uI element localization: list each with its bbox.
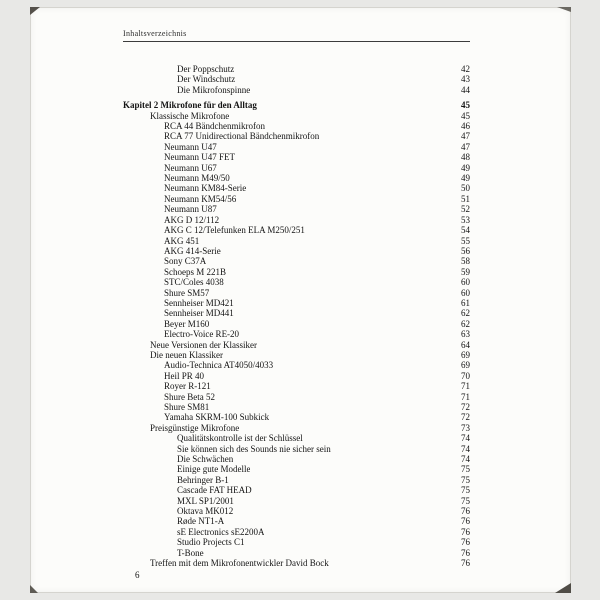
toc-entry-page: 74 xyxy=(461,443,470,454)
toc-entry-label: AKG D 12/112 xyxy=(164,214,220,225)
toc-entry-page: 60 xyxy=(461,287,470,298)
toc-entry xyxy=(123,142,470,152)
toc-entry xyxy=(123,85,470,95)
toc-entry xyxy=(123,64,470,74)
toc-entry xyxy=(123,194,470,204)
toc-entry-page: 76 xyxy=(461,516,470,527)
toc-entry xyxy=(123,215,470,225)
toc-entry-label: MXL SP1/2001 xyxy=(177,495,234,506)
toc-entry-label: Die Schwächen xyxy=(177,454,234,465)
toc-entry-label: RCA 44 Bändchenmikrofon xyxy=(164,121,265,132)
toc-entry-label: Røde NT1-A xyxy=(177,516,225,527)
toc-entry-page: 60 xyxy=(461,277,470,288)
toc-entry-label: Studio Projects C1 xyxy=(177,537,245,548)
toc-entry-page: 72 xyxy=(461,402,470,412)
scan-artifact-bottom-left xyxy=(30,585,38,593)
toc-entry-label: Audio-Technica AT4050/4033 xyxy=(164,360,274,371)
toc-entry xyxy=(123,74,470,84)
toc-entry-page: 76 xyxy=(461,547,470,558)
toc-entry-label: Sony C37A xyxy=(164,256,207,267)
toc-entry-page: 56 xyxy=(461,245,470,256)
page-number: 6 xyxy=(135,570,140,580)
toc-entry-label: Preisgünstige Mikrofone xyxy=(150,422,240,433)
toc-entry xyxy=(123,475,470,485)
toc-entry xyxy=(123,163,470,173)
toc-entry xyxy=(123,423,470,433)
toc-entry-page: 76 xyxy=(461,537,470,548)
toc-entry-label: Der Poppschutz xyxy=(177,64,235,74)
toc-entry-label: STC/Coles 4038 xyxy=(164,277,224,288)
toc-entry-page: 76 xyxy=(461,506,470,517)
toc-entry-label: AKG 414-Serie xyxy=(164,245,221,256)
running-header: Inhaltsverzeichnis xyxy=(123,29,187,38)
toc-entry-label: sE Electronics sE2200A xyxy=(177,526,265,537)
toc-entry-label: Sie können sich des Sounds nie sicher sein xyxy=(177,443,331,454)
toc-entry-label: AKG 451 xyxy=(164,235,200,246)
toc-entry-label: T-Bone xyxy=(177,547,204,558)
toc-entry-page: 49 xyxy=(461,173,470,184)
toc-entry-page: 54 xyxy=(461,225,470,236)
toc-entry xyxy=(123,496,470,506)
toc-entry xyxy=(123,329,470,339)
toc-entry-label: Neumann KM84-Serie xyxy=(164,183,247,194)
toc-entry xyxy=(123,548,470,558)
toc-entry-label: Einige gute Modelle xyxy=(177,464,251,475)
toc-entry xyxy=(123,506,470,516)
toc-entry-page: 47 xyxy=(461,141,470,152)
toc-entry xyxy=(123,371,470,381)
scan-artifact-top-right xyxy=(557,7,571,12)
toc-entry-label: Shure SM81 xyxy=(164,402,210,412)
toc-entry-label: Electro-Voice RE-20 xyxy=(164,329,240,340)
toc-entry-page: 48 xyxy=(461,152,470,163)
toc-entry-page: 52 xyxy=(461,204,470,215)
toc-entry xyxy=(123,100,470,110)
toc-entry xyxy=(123,350,470,360)
toc-entry-page: 73 xyxy=(461,422,470,433)
toc-entry-label: Neumann M49/50 xyxy=(164,173,230,184)
toc-entry-page: 55 xyxy=(461,235,470,246)
toc-entry xyxy=(123,485,470,495)
toc-entry xyxy=(123,267,470,277)
scan-artifact-top-left xyxy=(30,7,40,15)
toc-entry xyxy=(123,527,470,537)
toc-entry-page: 63 xyxy=(461,329,470,340)
toc-entry xyxy=(123,402,470,412)
toc-entry xyxy=(123,204,470,214)
toc-entry-label: Kapitel 2 Mikrofone für den Alltag xyxy=(123,100,257,111)
toc-entry-label: Royer R-121 xyxy=(164,381,211,392)
toc-entry xyxy=(123,288,470,298)
toc-entry xyxy=(123,340,470,350)
toc-entry-label: Beyer M160 xyxy=(164,318,210,329)
toc-entry-label: Schoeps M 221B xyxy=(164,266,227,277)
toc-entry xyxy=(123,360,470,370)
toc-entry-page: 42 xyxy=(461,64,470,74)
toc-entry-page: 45 xyxy=(461,100,470,111)
table-of-contents xyxy=(123,64,470,569)
toc-entry xyxy=(123,111,470,121)
toc-entry xyxy=(123,392,470,402)
header-rule xyxy=(123,41,470,42)
toc-entry-page: 72 xyxy=(461,412,470,423)
toc-entry-label: Behringer B-1 xyxy=(177,474,229,485)
toc-entry-label: Heil PR 40 xyxy=(164,370,205,381)
toc-entry-label: Cascade FAT HEAD xyxy=(177,485,252,496)
toc-entry-page: 44 xyxy=(461,84,470,95)
toc-entry-label: Die neuen Klassiker xyxy=(150,349,223,360)
toc-entry xyxy=(123,433,470,443)
toc-entry-label: Sennheiser MD441 xyxy=(164,308,234,319)
toc-entry-page: 45 xyxy=(461,110,470,121)
toc-entry xyxy=(123,131,470,141)
toc-entry-label: Der Windschutz xyxy=(177,74,236,85)
toc-entry xyxy=(123,308,470,318)
toc-entry-page: 70 xyxy=(461,370,470,381)
toc-entry xyxy=(123,464,470,474)
toc-entry-label: Die Mikrofonspinne xyxy=(177,84,251,95)
toc-entry-page: 71 xyxy=(461,381,470,392)
toc-entry-page: 64 xyxy=(461,339,470,350)
toc-entry-label: Neumann U67 xyxy=(164,162,217,173)
book-page xyxy=(30,7,571,593)
toc-entry-label: AKG C 12/Telefunken ELA M250/251 xyxy=(164,225,305,236)
toc-entry-page: 69 xyxy=(461,349,470,360)
toc-entry xyxy=(123,558,470,568)
toc-entry xyxy=(123,454,470,464)
toc-entry-page: 46 xyxy=(461,121,470,132)
toc-entry-page: 71 xyxy=(461,391,470,402)
toc-entry-page: 75 xyxy=(461,464,470,475)
toc-entry-page: 76 xyxy=(461,558,470,569)
toc-entry-label: Shure SM57 xyxy=(164,287,210,298)
toc-entry-label: Neumann U87 xyxy=(164,204,217,215)
toc-entry-page: 74 xyxy=(461,454,470,465)
toc-entry-label: Neue Versionen der Klassiker xyxy=(150,339,258,350)
toc-entry xyxy=(123,236,470,246)
toc-entry xyxy=(123,121,470,131)
toc-entry-label: Neumann U47 xyxy=(164,141,217,152)
toc-entry xyxy=(123,319,470,329)
toc-entry-page: 50 xyxy=(461,183,470,194)
toc-entry-label: RCA 77 Unidirectional Bändchenmikrofon xyxy=(164,131,320,142)
toc-entry-page: 61 xyxy=(461,297,470,308)
toc-entry-label: Klassische Mikrofone xyxy=(150,110,230,121)
toc-entry xyxy=(123,256,470,266)
toc-entry xyxy=(123,444,470,454)
toc-entry xyxy=(123,298,470,308)
toc-entry xyxy=(123,225,470,235)
toc-entry xyxy=(123,277,470,287)
toc-entry-page: 47 xyxy=(461,131,470,142)
toc-entry xyxy=(123,152,470,162)
toc-entry-page: 51 xyxy=(461,193,470,204)
toc-entry-label: Neumann U47 FET xyxy=(164,152,235,163)
scan-artifact-bottom-right xyxy=(555,583,571,593)
toc-entry-label: Oktava MK012 xyxy=(177,506,234,517)
toc-entry-page: 59 xyxy=(461,266,470,277)
toc-entry xyxy=(123,412,470,422)
toc-entry xyxy=(123,537,470,547)
toc-entry-page: 75 xyxy=(461,474,470,485)
toc-entry-page: 62 xyxy=(461,318,470,329)
toc-entry-label: Yamaha SKRM-100 Subkick xyxy=(164,412,270,423)
toc-entry-page: 49 xyxy=(461,162,470,173)
toc-entry xyxy=(123,173,470,183)
toc-entry-label: Neumann KM54/56 xyxy=(164,193,237,204)
toc-entry xyxy=(123,381,470,391)
toc-entry-label: Treffen mit dem Mikrofonentwickler David Bock xyxy=(150,558,329,569)
toc-entry-label: Shure Beta 52 xyxy=(164,391,215,402)
toc-entry-page: 75 xyxy=(461,485,470,496)
toc-entry xyxy=(123,183,470,193)
toc-entry-label: Qualitätskontrolle ist der Schlüssel xyxy=(177,433,303,444)
toc-entry xyxy=(123,246,470,256)
toc-entry-page: 43 xyxy=(461,74,470,85)
toc-entry-page: 62 xyxy=(461,308,470,319)
toc-entry xyxy=(123,516,470,526)
toc-entry-page: 58 xyxy=(461,256,470,267)
toc-entry-page: 76 xyxy=(461,526,470,537)
toc-entry-page: 53 xyxy=(461,214,470,225)
toc-entry-page: 74 xyxy=(461,433,470,444)
toc-entry-label: Sennheiser MD421 xyxy=(164,297,234,308)
toc-entry-page: 75 xyxy=(461,495,470,506)
toc-entry-page: 69 xyxy=(461,360,470,371)
